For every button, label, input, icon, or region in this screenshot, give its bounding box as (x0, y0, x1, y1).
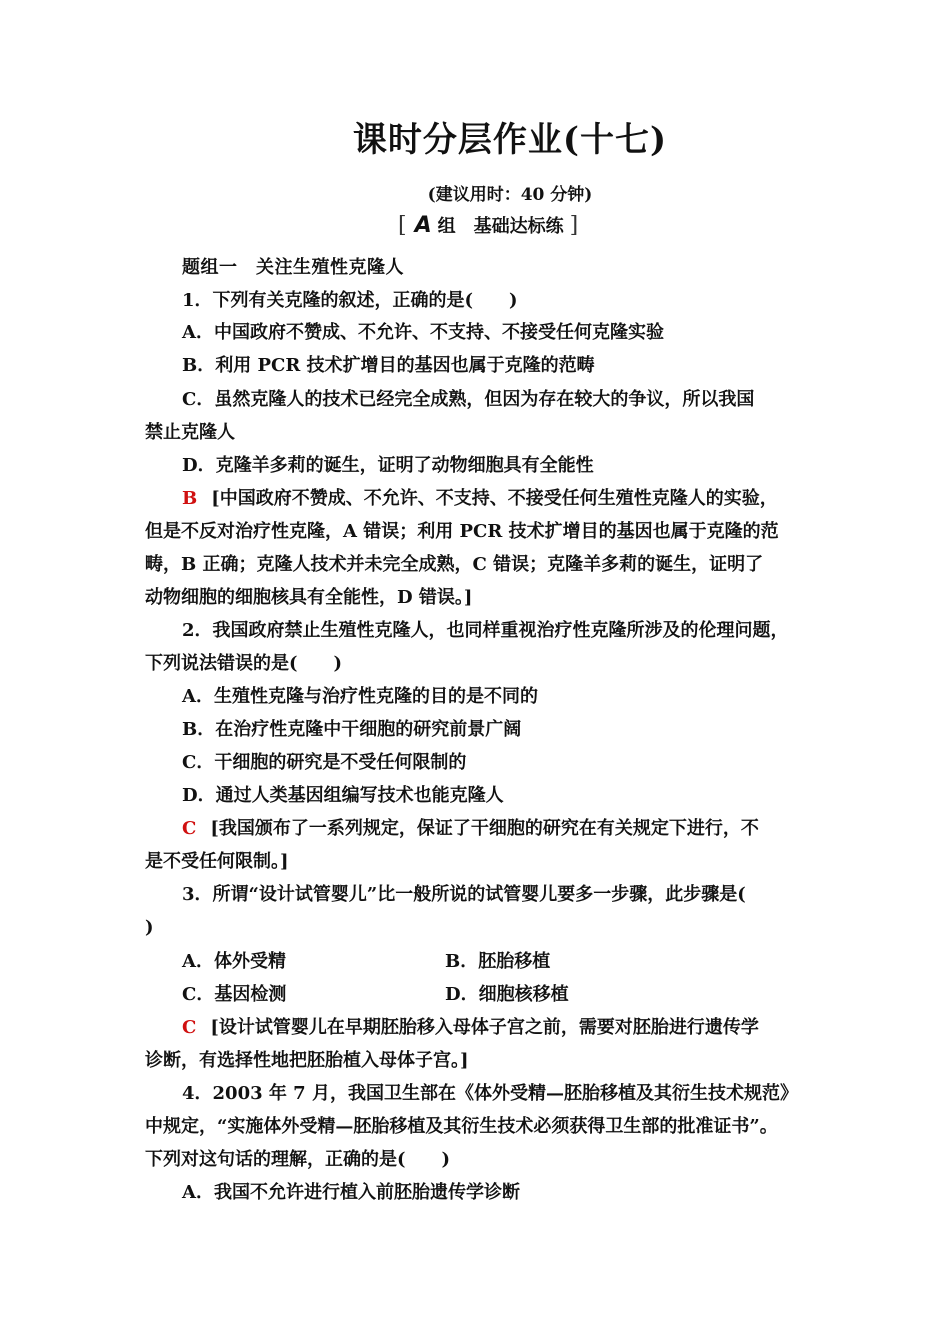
q3-option-d: D．细胞核移植 (445, 984, 569, 1005)
q1-option-d: D．克隆羊多莉的诞生，证明了动物细胞具有全能性 (182, 455, 594, 476)
q2-answer: C (182, 818, 197, 839)
group-heading (398, 212, 578, 238)
q1-explanation-line: 畴，B 正确；克隆人技术并未完全成熟，C 错误；克隆羊多莉的诞生，证明了 (145, 554, 764, 575)
q3-answer: C (182, 1017, 197, 1038)
q3-explanation-line (182, 1015, 759, 1041)
q2-explanation-line (182, 816, 759, 842)
q1-option-c-cont: 禁止克隆人 (145, 422, 235, 443)
q3-stem-cont: ) (145, 917, 154, 938)
q4-stem-cont: 下列对这句话的理解，正确的是( ) (145, 1149, 451, 1170)
q2-option-d: D．通过人类基因组编写技术也能克隆人 (182, 785, 504, 806)
q1-option-b: B．利用 PCR 技术扩增目的基因也属于克隆的范畴 (182, 355, 595, 376)
q3-explanation-text: [设计试管婴儿在早期胚胎移入母体子宫之前，需要对胚胎进行遗传学 (210, 1017, 759, 1038)
q1-explanation-line (182, 486, 778, 512)
group-name: 组 基础达标练 (437, 216, 564, 237)
q1-option-a: A．中国政府不赞成、不允许、不支持、不接受任何克隆实验 (182, 322, 664, 343)
group-badge: A (414, 212, 432, 238)
q4-option-a: A．我国不允许进行植入前胚胎遗传学诊断 (182, 1182, 520, 1203)
q1-explanation-text: [中国政府不赞成、不允许、不支持、不接受任何生殖性克隆人的实验， (211, 488, 778, 509)
q3-option-b: B．胚胎移植 (445, 951, 551, 972)
q1-stem: 1．下列有关克隆的叙述，正确的是( ) (182, 290, 518, 311)
q2-option-a: A．生殖性克隆与治疗性克隆的目的是不同的 (182, 686, 538, 707)
q2-option-b: B．在治疗性克隆中干细胞的研究前景广阔 (182, 719, 522, 740)
q2-stem-cont: 下列说法错误的是( ) (145, 653, 343, 674)
page-title: 课时分层作业(十七) (352, 120, 668, 160)
q1-option-c: C．虽然克隆人的技术已经完全成熟，但因为存在较大的争议，所以我国 (182, 389, 755, 410)
q4-stem: 4．2003 年 7 月，我国卫生部在《体外受精—胚胎移植及其衍生技术规范》 (182, 1083, 798, 1104)
q3-option-a: A．体外受精 (182, 951, 286, 972)
q1-explanation-line: 但是不反对治疗性克隆，A 错误；利用 PCR 技术扩增目的基因也属于克隆的范 (145, 521, 779, 542)
q3-explanation-line: 诊断，有选择性地把胚胎植入母体子宫。] (145, 1050, 469, 1071)
q3-stem: 3．所谓“设计试管婴儿”比一般所说的试管婴儿要多一步骤，此步骤是( (182, 884, 746, 905)
suggested-time: (建议用时：40 分钟) (427, 185, 593, 205)
q2-option-c: C．干细胞的研究是不受任何限制的 (182, 752, 467, 773)
q4-stem-cont: 中规定，“实施体外受精—胚胎移植及其衍生技术必须获得卫生部的批准证书”。 (145, 1116, 778, 1137)
q1-explanation-line: 动物细胞的细胞核具有全能性，D 错误。] (145, 587, 473, 608)
section-heading: 题组一 关注生殖性克隆人 (182, 257, 404, 278)
q2-stem: 2．我国政府禁止生殖性克隆人，也同样重视治疗性克隆所涉及的伦理问题， (182, 620, 789, 641)
q3-option-c: C．基因检测 (182, 984, 287, 1005)
q1-answer: B (182, 488, 198, 509)
q2-explanation-line: 是不受任何限制。] (145, 851, 289, 872)
left-bracket: [ (398, 212, 407, 238)
right-bracket: ] (569, 212, 579, 238)
q2-explanation-text: [我国颁布了一系列规定，保证了干细胞的研究在有关规定下进行，不 (210, 818, 759, 839)
